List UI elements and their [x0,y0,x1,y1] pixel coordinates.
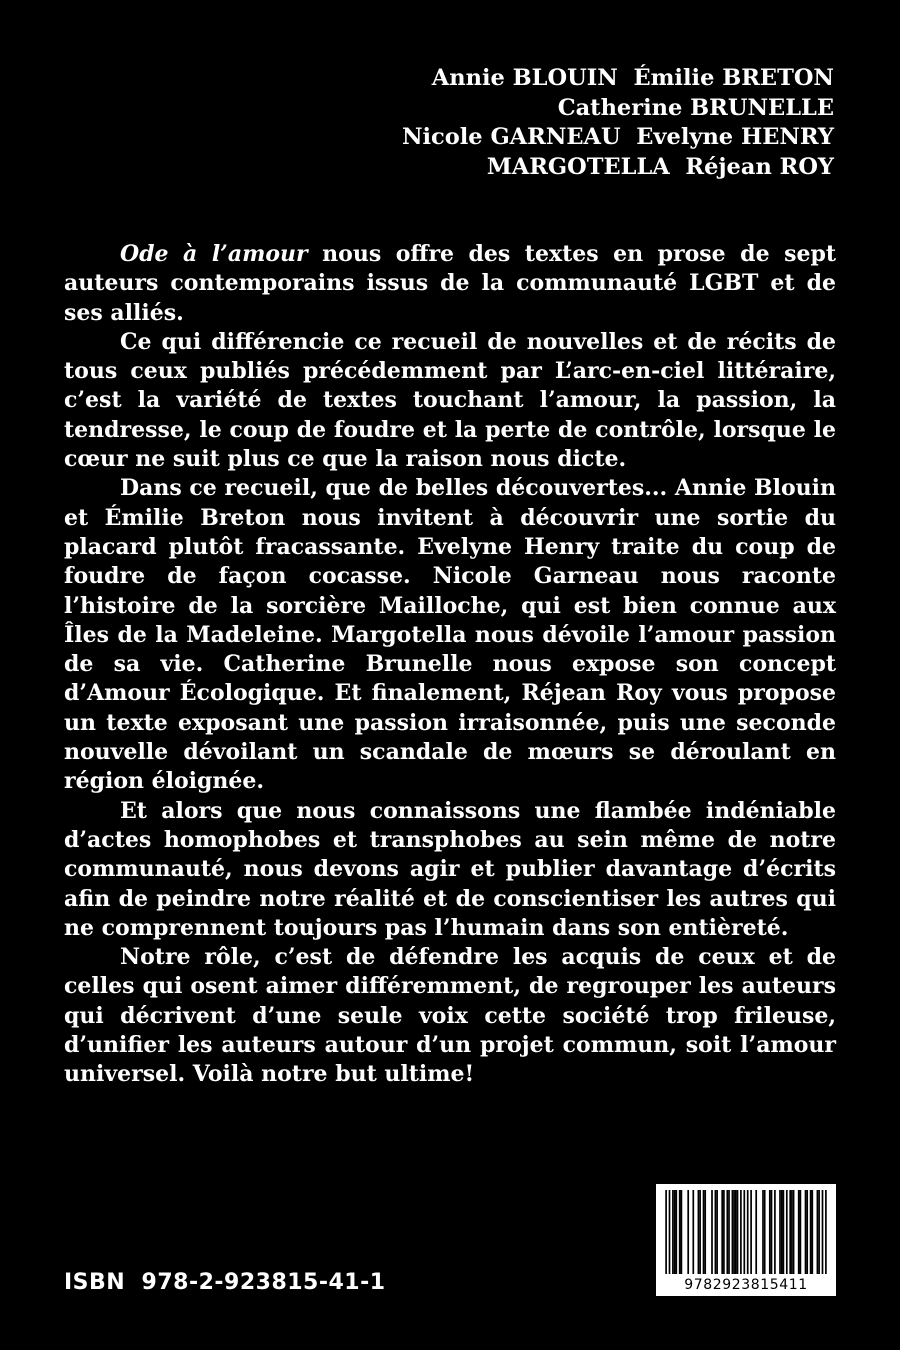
barcode-bar [692,1190,694,1274]
barcode-bar [750,1190,752,1274]
book-title: Ode à l’amour [120,241,308,267]
isbn-label: ISBN 978-2-923815-41-1 [64,1270,386,1295]
barcode-bar [818,1190,820,1274]
barcode-bar [793,1190,795,1274]
barcode-bar [771,1190,773,1274]
back-cover-blurb [64,240,836,1090]
blurb-paragraph: Notre rôle, c’est de défendre les acquis de ceux et de celles qui osent aimer différemment, de regrouper les auteurs qui décrivent d’une seule voix cette société trop frileuse, d’unifier les auteurs autour d’un projet commun, soit l’amour universel. Voilà notre but ultime! [64,944,836,1088]
barcode-bar [798,1190,800,1274]
barcode-bar [721,1190,723,1274]
author-line: Nicole GARNEAU Evelyne HENRY [401,124,834,150]
barcode-bar [783,1190,785,1274]
barcode-bar [679,1190,681,1274]
barcode-bar [764,1190,766,1274]
barcode-bar [805,1190,807,1274]
barcode-bar [723,1190,725,1274]
barcode-bar [825,1190,827,1274]
barcode-bar [716,1190,718,1274]
barcode-bar [681,1190,683,1274]
barcode-bar [728,1190,730,1274]
blurb-paragraph: Ce qui différencie ce recueil de nouvelles et de récits de tous ceux publiés précédemment par L’arc-en-ciel littéraire, c’est la variété de textes touchant l’amour, la passion, la tendresse, le coup de foudre et la perte de contrôle, lorsque le cœur ne suit plus ce que la raison nous dicte. [64,328,836,473]
author-line: MARGOTELLA Réjean ROY [486,153,834,180]
barcode-bar [779,1190,781,1274]
barcode-bar [791,1190,793,1274]
barcode-bar [672,1190,674,1274]
blurb-paragraph: Dans ce recueil, que de belles découvertes... Annie Blouin et Émilie Breton nous invitent à découvrir une sortie du placard plutôt fracassante. Evelyne Henry traite du coup de foudre de façon cocasse. Nicole Garneau nous raconte l’histoire de la sorcière Mailloche, qui est bien connue aux Îles de la Madeleine. Margotella nous dévoile l’amour passion de sa vie. Catherine Brunelle nous expose son concept d’Amour Écologique. Et finalement, Réjean Roy vous propose un texte exposant une passion irraisonnée, puis une seconde nouvelle dévoilant un scandale de mœurs se déroulant en région éloignée. [64,475,836,795]
barcode-bar [740,1190,742,1274]
barcode-bar [817,1190,819,1274]
blurb-paragraph-intro [64,240,836,328]
barcode-bar [737,1190,739,1274]
barcode-bar [769,1190,771,1274]
barcode-bar [699,1190,701,1274]
barcode-bar [703,1190,705,1274]
barcode-bar [806,1190,808,1274]
barcode-digits: 9782923815411 [684,1277,808,1293]
barcode [656,1184,836,1296]
barcode-bar [774,1190,776,1274]
barcode-bar [762,1190,764,1274]
barcode-bar [747,1190,749,1274]
barcode-bar [743,1190,745,1274]
barcode-bar [675,1190,677,1274]
author-list [234,64,834,182]
barcode-bar [698,1190,700,1274]
barcode-bar [732,1190,734,1274]
barcode-bar [711,1190,713,1274]
barcode-bar [715,1190,717,1274]
barcode-bar [781,1190,783,1274]
barcode-bar [789,1190,791,1274]
barcode-bar [810,1190,812,1274]
barcode-bar [704,1190,706,1274]
barcode-bar [755,1190,757,1274]
author-line: Annie BLOUIN Émilie BRETON [431,65,834,91]
blurb-paragraph: Et alors que nous connaissons une flambée indéniable d’actes homophobes et transphobes au sein même de notre communauté, nous devons agir et publier davantage d’écrits afin de peindre notre réalité et de conscientiser les autres qui ne comprennent toujours pas l’humain dans son entièreté. [64,797,836,941]
barcode-bar [811,1190,813,1274]
barcode-bar [665,1190,667,1274]
barcode-bar [687,1190,689,1274]
barcode-bar [669,1190,671,1274]
blurb-intro-text: nous offre des textes en prose de sept auteurs contemporains issus de la communauté LGBT et de ses alliés. [64,241,836,326]
barcode-bar [726,1190,728,1274]
barcode-bar [786,1190,788,1274]
barcode-bar [800,1190,802,1274]
author-line: Catherine BRUNELLE [557,94,834,121]
barcode-bar [735,1190,737,1274]
barcode-bar [674,1190,676,1274]
barcode-bar [822,1190,824,1274]
barcode-bar [733,1190,735,1274]
